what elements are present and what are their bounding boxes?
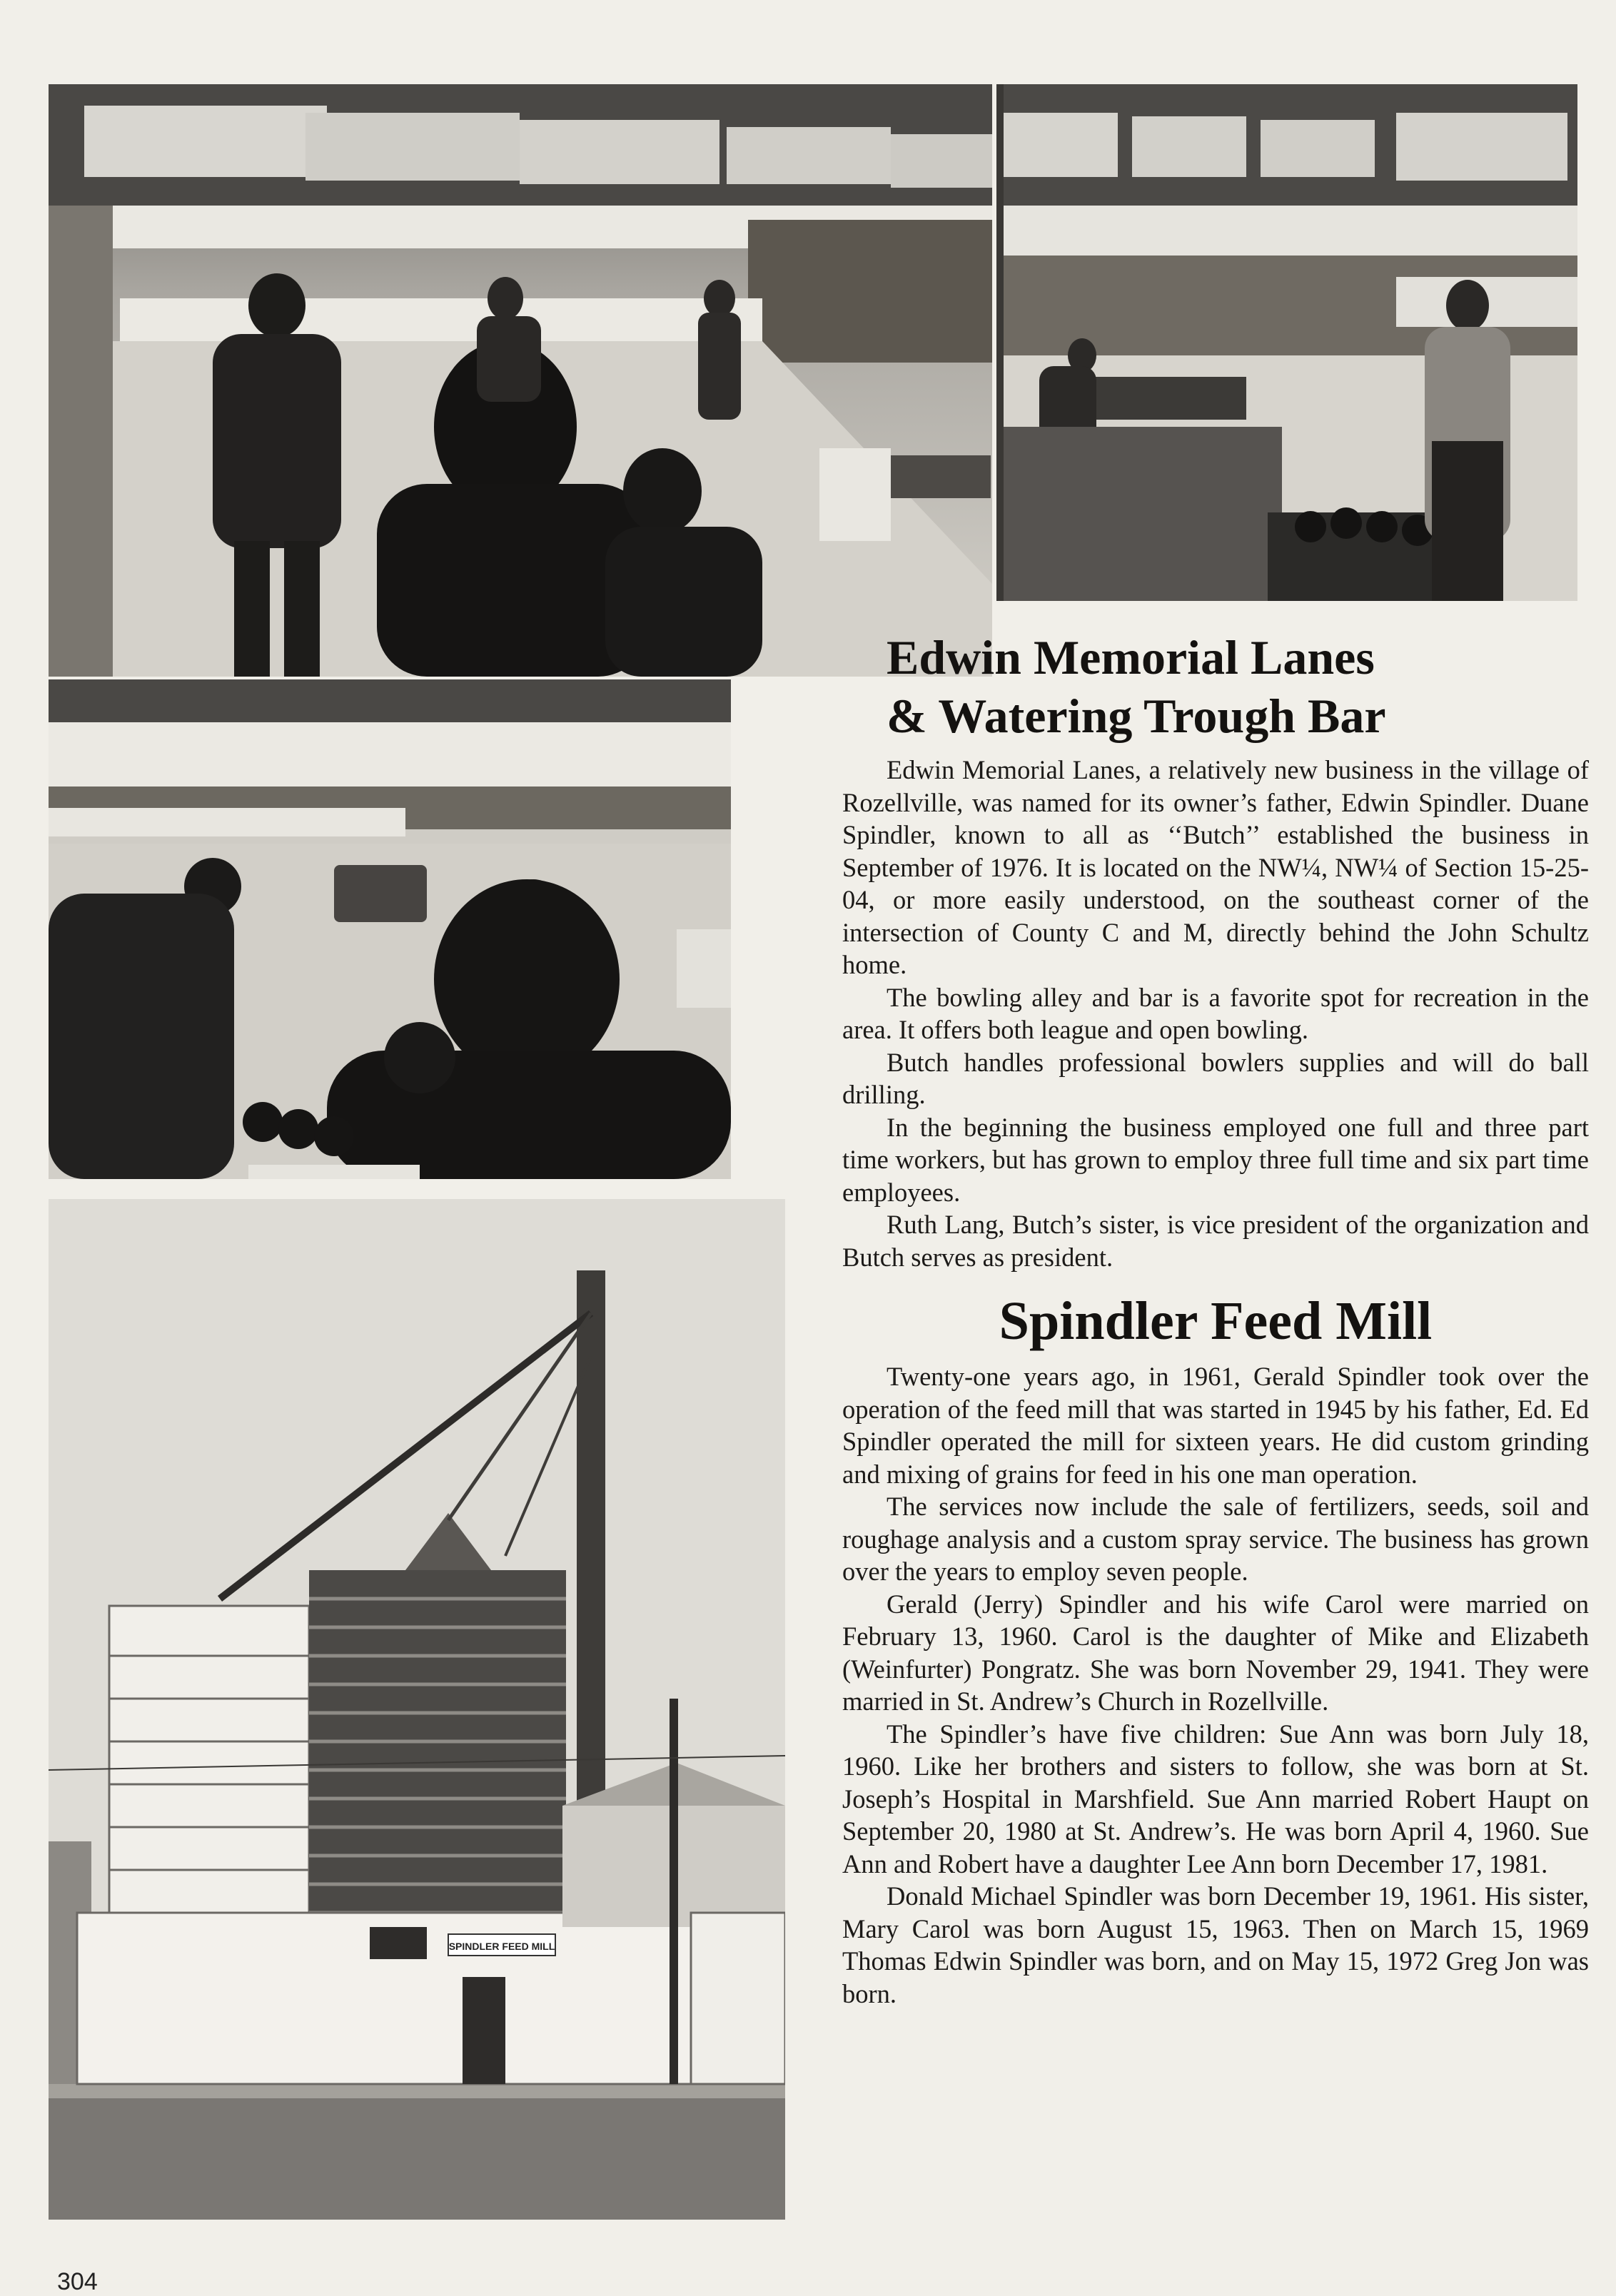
article-text-column bbox=[842, 628, 1589, 2010]
paragraph: Ruth Lang, Butch’s sister, is vice president of the organization and Butch serves as president. bbox=[842, 1210, 1589, 1272]
paragraph: The bowling alley and bar is a favorite spot for recreation in the area. It offers both league and open bowling. bbox=[842, 982, 1589, 1044]
bowling-lanes-photo-left-image bbox=[49, 84, 992, 677]
article-heading-edwin-memorial-lanes bbox=[842, 628, 1589, 745]
paragraph: Donald Michael Spindler was born December 19, 1961. His sister, Mary Carol was born August 15, 1963. Then on March 15, 1969 Thomas Edwin Spindler was born, and on May 15, 1972 Greg Jon was born. bbox=[842, 1881, 1589, 2008]
paragraph: Twenty-one years ago, in 1961, Gerald Spindler took over the operation of the feed mill that was started in 1945 by his father, Ed. Ed Spindler operated the mill for sixteen years. He did custom grinding and mixing of grains for feed in his one man operation. bbox=[842, 1362, 1589, 1489]
heading-line-1: Edwin Memorial Lanes bbox=[887, 630, 1375, 684]
paragraph: The services now include the sale of fertilizers, seeds, soil and roughage analysis and a custom spray service. The business has grown over the years to employ seven people. bbox=[842, 1492, 1589, 1586]
article-heading-spindler-feed-mill: Spindler Feed Mill bbox=[999, 1291, 1433, 1351]
bowlers-at-ball-return-photo bbox=[49, 679, 731, 1179]
bowling-lanes-photo-right bbox=[996, 84, 1577, 601]
bowling-lanes-photo-left bbox=[49, 84, 992, 677]
paragraph: In the beginning the business employed one full and three part time workers, but has grown to employ three full time and six part time employees. bbox=[842, 1112, 1589, 1207]
spindler-feed-mill-photo-image bbox=[49, 1199, 785, 2220]
mill-sign-text: SPINDLER FEED MILL bbox=[448, 1941, 555, 1952]
paragraph: Butch handles professional bowlers supplies and will do ball drilling. bbox=[842, 1047, 1589, 1109]
paragraph: The Spindler’s have five children: Sue Ann was born July 18, 1960. Like her brothers and sisters to follow, she was born at St. Joseph’s Hospital in Marshfield. Sue Ann married Robert Haupt on September 20, 1980 at St. Andrew’s. He was born April 4, 1960. Sue Ann and Robert have a daughter Lee Ann born December 17, 1981. bbox=[842, 1719, 1589, 1878]
bowlers-at-ball-return-photo-image bbox=[49, 679, 731, 1179]
paragraph: Gerald (Jerry) Spindler and his wife Carol were married on February 13, 1960. Carol is the daughter of Mike and Elizabeth (Weinfurter) Pongratz. She was born November 29, 1941. They were married in St. Andrew’s Church in Rozellville. bbox=[842, 1589, 1589, 1716]
bowling-lanes-photo-right-image bbox=[996, 84, 1577, 601]
page-number: 304 bbox=[57, 2268, 98, 2295]
heading-line-2: & Watering Trough Bar bbox=[887, 689, 1386, 743]
paragraph: Edwin Memorial Lanes, a relatively new business in the village of Rozellville, was named for its owner’s father, Edwin Spindler. Duane Spindler, known to all as ‘‘Butch’’ established the business in September of 1976. It is located on the NW¼, NW¼ of Section 15-25-04, or more easily understood, on the southeast corner of the intersection of County C and M, directly behind the John Schultz home. bbox=[842, 755, 1589, 979]
spindler-feed-mill-photo bbox=[49, 1199, 785, 2220]
